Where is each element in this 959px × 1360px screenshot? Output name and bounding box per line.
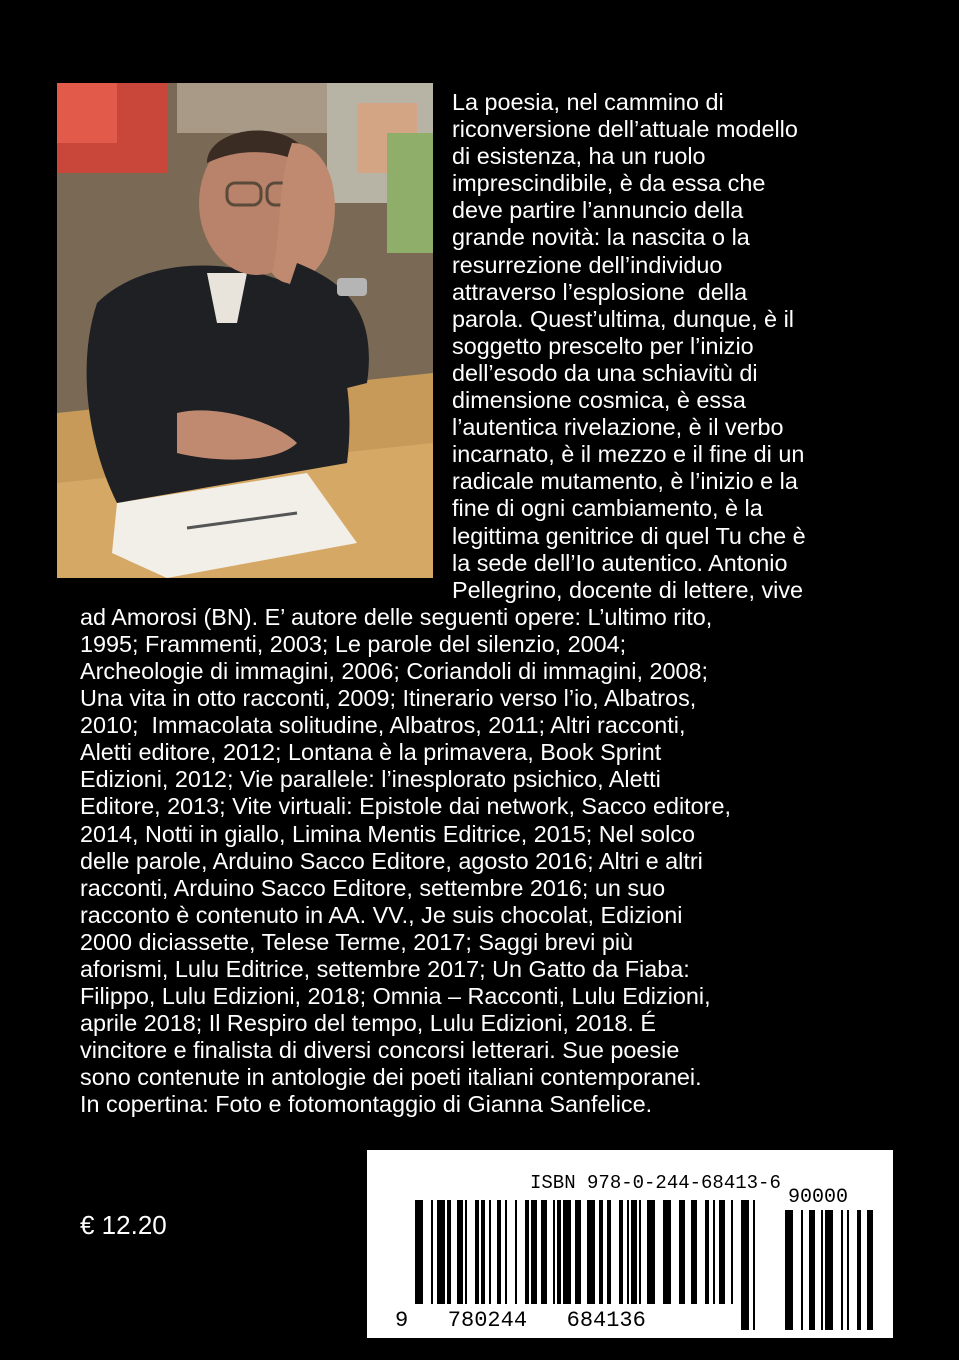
bio-line: Pellegrino, docente di lettere, vive xyxy=(452,576,804,603)
price-label: € 12.20 xyxy=(80,1210,167,1240)
bio-line: attraverso l’esplosione della xyxy=(452,278,748,305)
bio-line: dimensione cosmica, è essa xyxy=(452,387,746,414)
isbn-text: ISBN 978-0-244-68413-6 xyxy=(530,1172,781,1194)
bio-line: 2014, Notti in giallo, Limina Mentis Editrice, 2015; Nel solco xyxy=(80,820,695,847)
bio-line: Archeologie di immagini, 2006; Coriandoli di immagini, 2008; xyxy=(80,657,708,684)
addon-bars xyxy=(785,1210,873,1330)
bio-line: 2000 diciassette, Telese Terme, 2017; Saggi brevi più xyxy=(80,928,634,955)
bio-line: Filippo, Lulu Edizioni, 2018; Omnia – Racconti, Lulu Edizioni, xyxy=(80,983,711,1010)
bio-line: 2010; Immacolata solitudine, Albatros, 2011; Altri racconti, xyxy=(80,712,686,739)
barcode-bar xyxy=(809,1210,815,1330)
barcode-bar xyxy=(821,1210,823,1330)
bio-line: In copertina: Foto e fotomontaggio di Gianna Sanfelice. xyxy=(80,1091,653,1118)
bio-line: di esistenza, ha un ruolo xyxy=(452,143,706,170)
bio-line: delle parole, Arduino Sacco Editore, agosto 2016; Altri e altri xyxy=(80,847,703,874)
bio-line: riconversione dell’attuale modello xyxy=(452,116,798,143)
barcode-bar xyxy=(857,1210,861,1330)
bio-line: incarnato, è il mezzo e il fine di un xyxy=(452,441,805,468)
bio-line: grande novità: la nascita o la xyxy=(452,224,750,251)
barcode-bar xyxy=(741,1200,749,1330)
bio-line: soggetto prescelto per l’inizio xyxy=(452,332,754,359)
bio-line: Aletti editore, 2012; Lontana è la primavera, Book Sprint xyxy=(80,739,662,766)
photo-text-wrap-spacer xyxy=(80,89,452,579)
bio-line: 1995; Frammenti, 2003; Le parole del silenzio, 2004; xyxy=(80,630,627,657)
bio-line: resurrezione dell’individuo xyxy=(452,251,723,278)
bio-line: l’autentica rivelazione, è il verbo xyxy=(452,414,784,441)
barcode-bar xyxy=(825,1210,833,1330)
bio-line: fine di ogni cambiamento, è la xyxy=(452,495,763,522)
bio-line: imprescindibile, è da essa che xyxy=(452,170,766,197)
bio-line: La poesia, nel cammino di xyxy=(452,89,724,115)
bio-line: sono contenute in antologie dei poeti italiani contemporanei. xyxy=(80,1064,702,1091)
barcode-bar xyxy=(867,1210,873,1330)
bio-line: la sede dell’Io autentico. Antonio xyxy=(452,549,788,576)
ean-digits: 9 780244 684136 xyxy=(395,1308,646,1333)
barcode-bar xyxy=(801,1210,803,1330)
bio-line: parola. Quest’ultima, dunque, è il xyxy=(452,305,794,332)
bio-line: aprile 2018; Il Respiro del tempo, Lulu Edizioni, 2018. É xyxy=(80,1010,657,1037)
bio-line: Edizioni, 2012; Vie parallele: l’inesplorato psichico, Aletti xyxy=(80,766,661,793)
bio-line: deve partire l’annuncio della xyxy=(452,197,744,224)
bio-line: radicale mutamento, è l’inizio e la xyxy=(452,468,798,495)
bio-line: Una vita in otto racconti, 2009; Itinerario verso l’io, Albatros, xyxy=(80,685,697,712)
bio-line: ad Amorosi (BN). E’ autore delle seguenti opere: L’ultimo rito, xyxy=(80,603,713,630)
bio-line: aforismi, Lulu Editrice, settembre 2017; Un Gatto da Fiaba: xyxy=(80,956,690,982)
author-bio xyxy=(80,89,880,1119)
bio-line: racconti, Arduino Sacco Editore, settembre 2016; un suo xyxy=(80,874,666,901)
barcode-bar xyxy=(785,1210,793,1330)
bio-line: Editore, 2013; Vite virtuali: Epistole dai network, Sacco editore, xyxy=(80,793,731,820)
bio-line: vincitore e finalista di diversi concorsi letterari. Sue poesie xyxy=(80,1037,680,1064)
addon-digits: 90000 xyxy=(788,1186,849,1209)
bio-line: dell’esodo da una schiavitù di xyxy=(452,359,758,386)
barcode-bar xyxy=(841,1210,843,1330)
barcode-bar xyxy=(753,1200,755,1330)
isbn-barcode xyxy=(367,1150,893,1338)
barcode-bar xyxy=(847,1210,849,1330)
bio-line: legittima genitrice di quel Tu che è xyxy=(452,522,806,549)
bio-line: racconto è contenuto in AA. VV., Je suis chocolat, Edizioni xyxy=(80,901,683,928)
